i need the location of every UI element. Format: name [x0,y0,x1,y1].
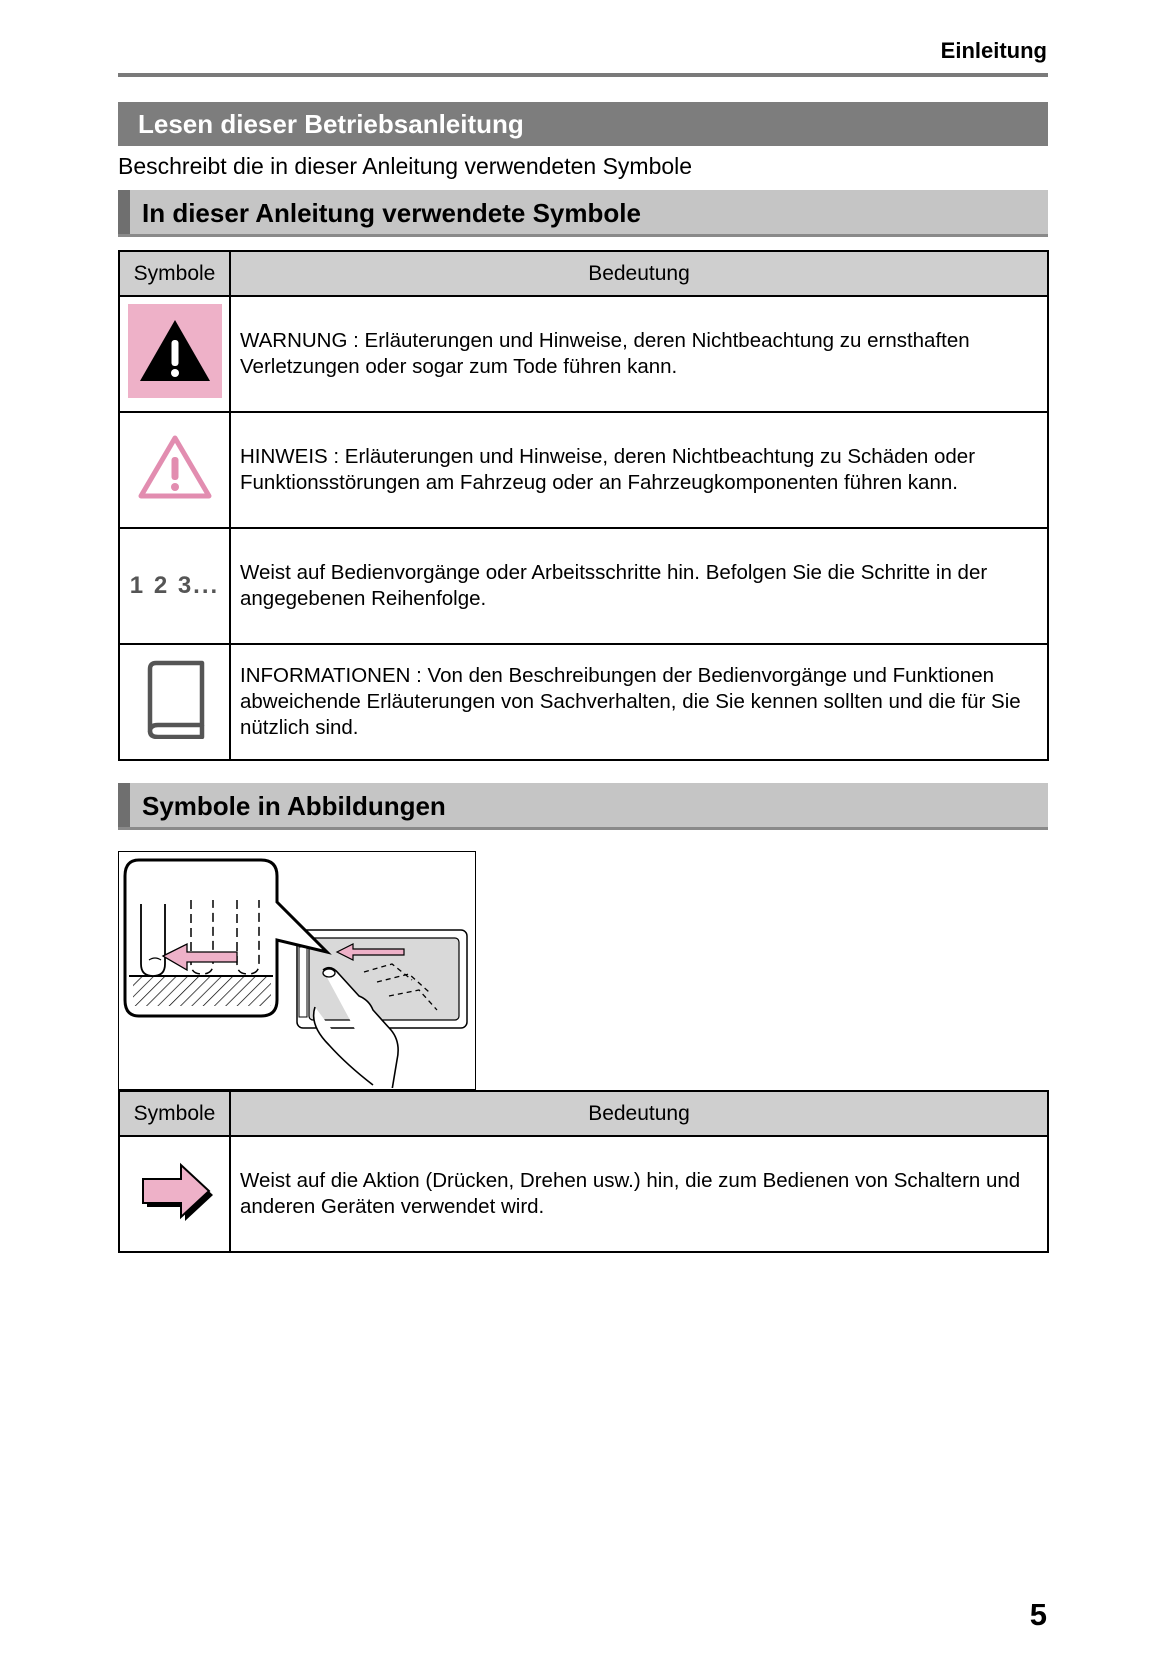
figure-symbols-table [118,1090,1049,1253]
symbol-cell [119,528,230,644]
column-header-symbole: Symbole [119,251,230,296]
meaning-text: Erläuterungen und Hinweise, deren Nichtbeachtung zu Schäden oder Funktionsstörungen am Fahrzeug oder an Fahrzeugkomponenten führen kann. [240,445,976,494]
table-header-row [119,251,1048,296]
meaning-label: WARNUNG : [240,329,365,352]
symbol-cell [119,296,230,412]
meaning-cell [230,296,1048,412]
page-number: 5 [1029,1597,1047,1632]
column-header-bedeutung: Bedeutung [230,251,1048,296]
meaning-cell [230,644,1048,760]
meaning-label: HINWEIS : [240,445,345,468]
symbol-cell [119,412,230,528]
meaning-label: INFORMATIONEN : [240,664,428,687]
table-row [119,644,1048,760]
touchscreen-swipe-illustration [118,851,476,1090]
symbols-table [118,250,1049,761]
table-row [119,528,1048,644]
steps-123-icon: 1 2 3... [129,571,220,599]
header-divider [118,73,1048,77]
table-row [119,412,1048,528]
subsection-title-figures: Symbole in Abbildungen [118,783,1048,830]
symbol-cell [119,644,230,760]
column-header-bedeutung: Bedeutung [230,1091,1048,1136]
meaning-cell [230,412,1048,528]
subsection-title-symbols: In dieser Anleitung verwendete Symbole [118,190,1048,237]
meaning-text: Erläuterungen und Hinweise, deren Nichtbeachtung zu ernsthaften Verletzungen oder sogar zum Tode führen kann. [240,329,970,378]
meaning-text: Von den Beschreibungen der Bedienvorgänge und Funktionen abweichende Erläuterungen von Sachverhalten, die Sie kennen sollten und die für Sie nützlich sind. [240,664,1021,739]
notice-triangle-outline-icon [135,432,215,502]
section-title: Lesen dieser Betriebsanleitung [118,102,1048,146]
section-intro: Beschreibt die in dieser Anleitung verwendeten Symbole [118,153,693,179]
table-row [119,1136,1048,1252]
meaning-text: Weist auf Bedienvorgänge oder Arbeitsschritte hin. Befolgen Sie die Schritte in der angegebenen Reihenfolge. [240,561,988,610]
chapter-title: Einleitung [940,38,1047,63]
warning-triangle-filled-icon [128,304,222,398]
meaning-cell [230,1136,1048,1252]
book-icon [140,659,210,739]
swipe-illustration-graphic [119,852,474,1088]
table-row [119,296,1048,412]
symbol-cell [119,1136,230,1252]
action-arrow-icon [135,1157,215,1225]
meaning-cell [230,528,1048,644]
column-header-symbole: Symbole [119,1091,230,1136]
table-header-row [119,1091,1048,1136]
meaning-text: Weist auf die Aktion (Drücken, Drehen usw.) hin, die zum Bedienen von Schaltern und anderen Geräten verwendet wird. [240,1169,1021,1218]
